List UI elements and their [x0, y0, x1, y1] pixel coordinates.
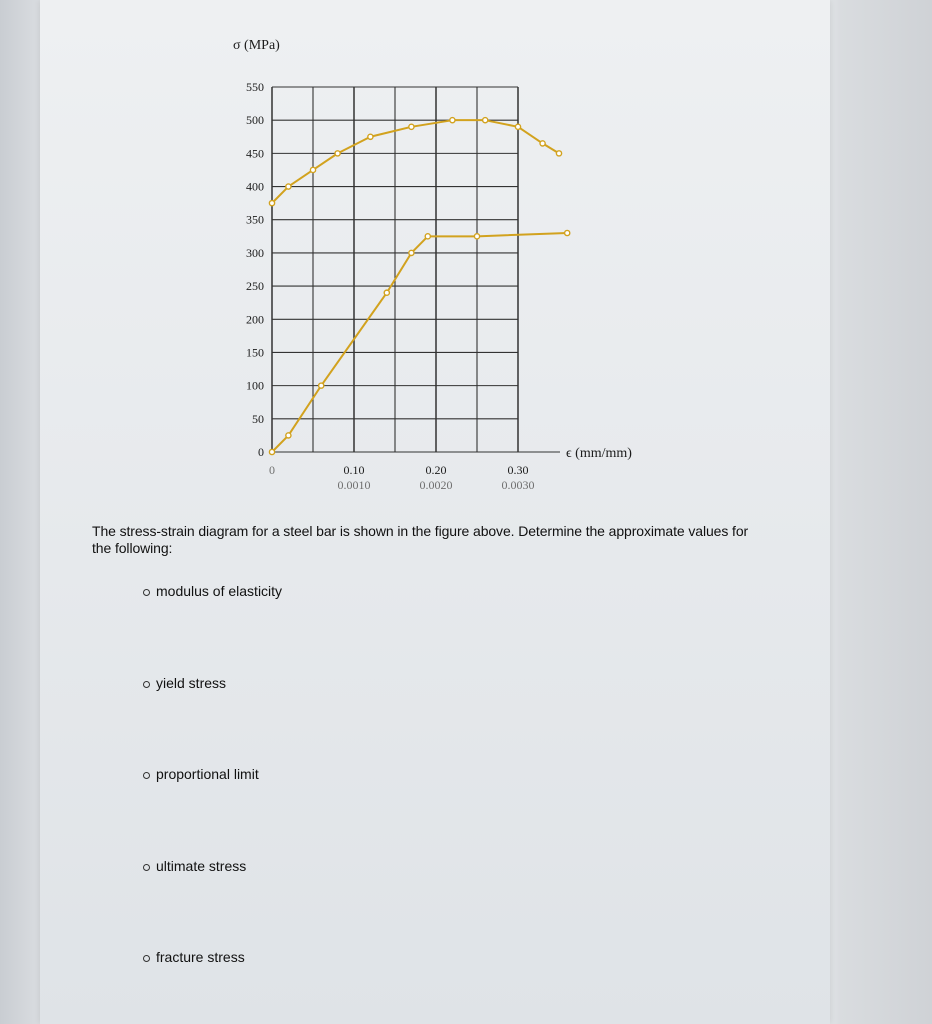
bullet-icon — [143, 589, 150, 596]
y-axis-title: σ (MPa) — [233, 38, 280, 53]
bullet-icon — [143, 955, 150, 962]
y-tick-label: 450 — [246, 146, 264, 161]
data-point — [335, 151, 340, 156]
y-tick-label: 300 — [246, 245, 264, 260]
data-point — [319, 383, 324, 388]
data-point — [515, 124, 520, 129]
x-tick-label: 0.10 — [343, 463, 365, 477]
y-tick-label: 200 — [246, 312, 264, 327]
list-item — [143, 949, 245, 965]
y-tick-label: 100 — [246, 378, 264, 393]
stress-strain-chart — [0, 0, 932, 500]
y-tick-label: 500 — [246, 113, 264, 128]
x-tick-label-secondary: 0.0010 — [337, 478, 371, 492]
bullet-icon — [143, 864, 150, 871]
list-item — [143, 675, 226, 691]
x-axis-title: ϵ (mm/mm) — [566, 446, 632, 461]
data-point — [409, 124, 414, 129]
item-label: proportional limit — [156, 766, 259, 782]
x-tick-label: 0.20 — [425, 463, 447, 477]
data-point — [384, 290, 389, 295]
y-tick-label: 150 — [246, 345, 264, 360]
list-item — [143, 858, 246, 874]
x-tick-label-secondary: 0.0030 — [501, 478, 535, 492]
data-point — [483, 118, 488, 123]
data-point — [556, 151, 561, 156]
y-axis-ticks — [246, 80, 264, 459]
item-label: ultimate stress — [156, 858, 247, 874]
data-point — [269, 449, 274, 454]
item-label: modulus of elasticity — [156, 583, 283, 599]
bullet-icon — [143, 681, 150, 688]
series-line — [272, 120, 559, 203]
data-point — [409, 250, 414, 255]
y-tick-label: 400 — [246, 179, 264, 194]
x-tick-label: 0.30 — [507, 463, 529, 477]
list-item — [143, 583, 282, 599]
data-point — [310, 167, 315, 172]
x-tick-label: 0 — [269, 463, 275, 477]
data-point — [474, 234, 479, 239]
y-tick-label: 0 — [258, 445, 264, 459]
data-point — [286, 184, 291, 189]
bullet-icon — [143, 772, 150, 779]
item-label: yield stress — [156, 675, 227, 691]
data-point — [565, 230, 570, 235]
data-point — [269, 201, 274, 206]
question-text: The stress-strain diagram for a steel bar is shown in the figure above. Determine the approximate values for the following: — [92, 523, 749, 556]
data-point — [368, 134, 373, 139]
x-axis-ticks — [269, 463, 535, 492]
data-point — [425, 234, 430, 239]
data-point — [450, 118, 455, 123]
data-point — [540, 141, 545, 146]
data-point — [286, 433, 291, 438]
item-label: fracture stress — [156, 949, 245, 965]
y-tick-label: 550 — [246, 80, 264, 94]
x-tick-label-secondary: 0.0020 — [419, 478, 453, 492]
y-tick-label: 50 — [252, 411, 264, 426]
chart-grid — [272, 87, 560, 452]
y-tick-label: 250 — [246, 279, 264, 294]
list-item — [143, 766, 259, 782]
y-tick-label: 350 — [246, 212, 264, 227]
